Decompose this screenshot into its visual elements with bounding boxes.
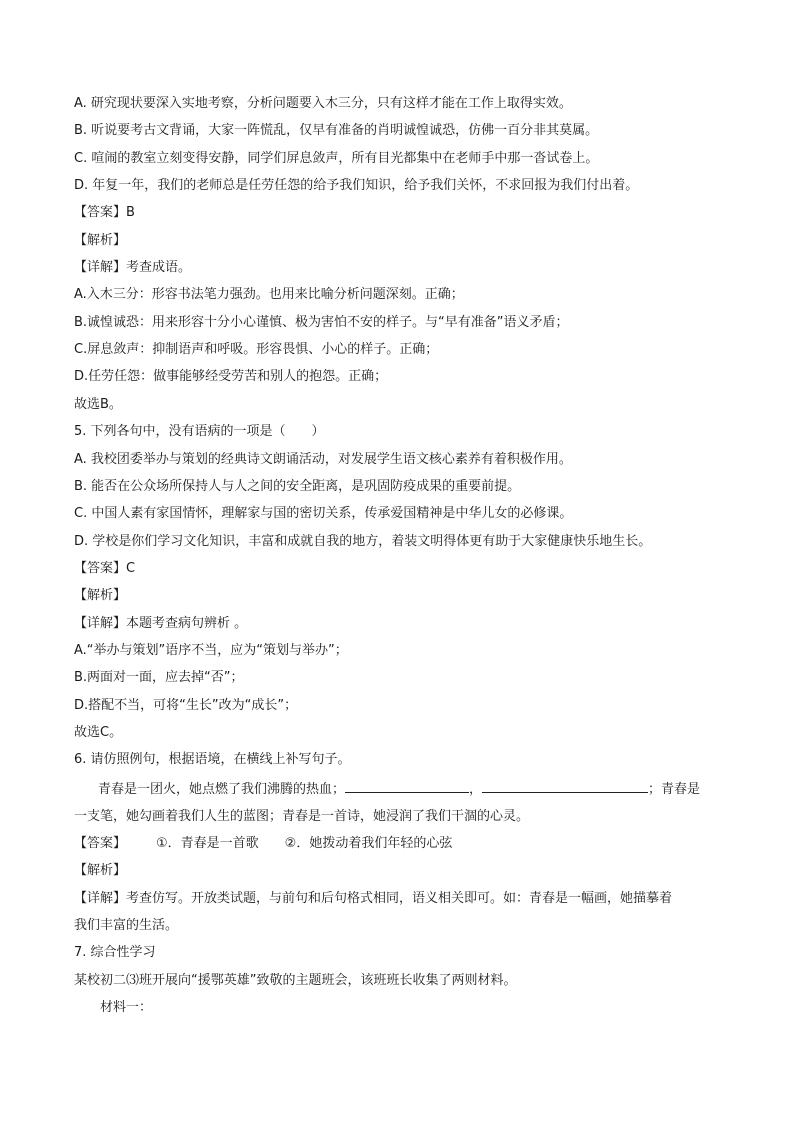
q4-detail: 故选B。: [74, 397, 122, 412]
q6-answer-blank-1: [345, 780, 469, 793]
q5-option-c: C. 中国人素有家国情怀，理解家与国的密切关系，传承爱国精神是中华儿女的必修课。: [74, 506, 573, 521]
q4-detail: C.屏息敛声：抑制语声和呼吸。形容畏惧、小心的样子。正确；: [74, 342, 439, 357]
q4-analysis-label: 【解析】: [74, 233, 127, 248]
q6-prompt-line-1: [98, 780, 700, 799]
q4-option-b: B. 听说要考古文背诵，大家一阵慌乱，仅早有准备的肖明诚惶诚恐，仿佛一百分非其莫属。: [74, 123, 599, 138]
q5-stem: 5. 下列各句中，没有语病的一项是（ ）: [74, 424, 325, 439]
q6-prompt-line-2: 一支笔，她勾画着我们人生的蓝图；青春是一首诗，她浸润了我们干涸的心灵。: [74, 809, 530, 824]
q7-intro: 某校初二⑶班开展向“援鄂英雄”致敬的主题班会，该班班长收集了两则材料。: [74, 973, 517, 988]
q5-option-a: A. 我校团委举办与策划的经典诗文朗诵活动，对发展学生语文核心素养有着积极作用。: [74, 452, 572, 467]
q6-analysis-label: 【解析】: [74, 863, 127, 878]
q6-prompt-separator: ，: [469, 782, 483, 797]
q7-stem: 7. 综合性学习: [74, 945, 156, 960]
q5-option-d: D. 学校是你们学习文化知识，丰富和成就自我的地方，着装文明得体更有助于大家健康快乐地生长。: [74, 534, 652, 549]
q4-detail: D.任劳任怨：做事能够经受劳苦和别人的抱怨。正确；: [74, 369, 388, 384]
q5-detail: 【详解】本题考查病句辨析 。: [74, 616, 248, 631]
q6-answer-1: ①．青春是一首歌: [156, 836, 259, 851]
q6-answer-blank-2: [482, 780, 648, 793]
q5-detail: D.搭配不当，可将“生长”改为“成长”；: [74, 698, 298, 713]
q4-detail: B.诚惶诚恐：用来形容十分小心谨慎、极为害怕不安的样子。与“早有准备”语义矛盾；: [74, 315, 569, 330]
q6-answer-label: 【答案】: [74, 836, 127, 851]
q6-answer-line: [74, 835, 452, 853]
q5-option-b: B. 能否在公众场所保持人与人之间的安全距离，是巩固防疫成果的重要前提。: [74, 479, 521, 494]
q4-option-d: D. 年复一年，我们的老师总是任劳任怨的给予我们知识，给予我们关怀，不求回报为我们付出着。: [74, 178, 639, 193]
q4-detail: 【详解】考查成语。: [74, 260, 192, 275]
q6-answer-2: ②．她拨动着我们年轻的心弦: [284, 836, 453, 851]
q4-option-a: A. 研究现状要深入实地考察，分析问题要入木三分，只有这样才能在工作上取得实效。: [74, 96, 572, 111]
q6-prompt-part-b: ；青春是: [648, 782, 701, 797]
q4-option-c: C. 喧闹的教室立刻变得安静，同学们屏息敛声，所有目光都集中在老师手中那一沓试卷上。: [74, 151, 599, 166]
q6-detail: 【详解】考查仿写。开放类试题，与前句和后句格式相同，语义相关即可。如：青春是一幅画，她描摹着: [74, 891, 673, 906]
q6-detail: 我们丰富的生活。: [74, 918, 179, 933]
q7-material-label: 材料一：: [100, 1000, 153, 1015]
q5-detail: 故选C。: [74, 725, 123, 740]
q4-answer: 【答案】B: [74, 205, 135, 220]
q5-answer: 【答案】C: [74, 561, 136, 576]
q5-detail: A.“举办与策划”语序不当，应为“策划与举办”；: [74, 643, 348, 658]
q4-detail: A.入木三分：形容书法笔力强劲。也用来比喻分析问题深刻。正确；: [74, 287, 464, 302]
q5-detail: B.两面对一面，应去掉“否”；: [74, 670, 244, 685]
q6-prompt-part-a: 青春是一团火，她点燃了我们沸腾的热血；: [98, 782, 346, 797]
q6-stem: 6. 请仿照例句，根据语境，在横线上补写句子。: [74, 752, 351, 767]
q5-analysis-label: 【解析】: [74, 588, 127, 603]
